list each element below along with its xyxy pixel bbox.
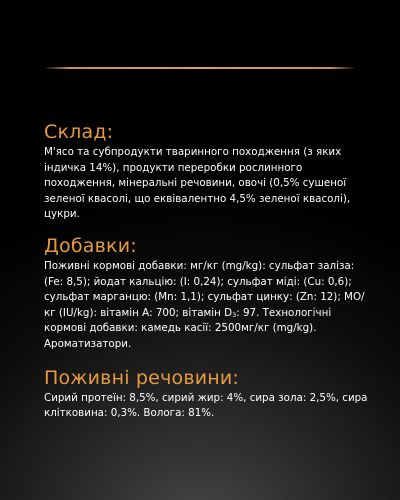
content-block: [44, 121, 370, 434]
additives-heading: Добавки:: [44, 234, 137, 257]
additives-text-part2: : 97. Технологічні кормові добавки: камедь касії: 2500мг/кг (mg/kg). Ароматизатори.: [44, 306, 332, 350]
nutrients-heading: Поживні речовини:: [44, 366, 240, 389]
composition-text: М'ясо та субпродукти тваринного походження (з яких індичка 14%), продукти переробки рослинного походження, мінеральні речовини, овочі (0,5% сушеної зеленої квасолі, що еквівалентно 4,5% зеленої квасолі), цукри.: [44, 146, 351, 221]
section-additives: [44, 235, 370, 353]
additives-text-part1: Поживні кормові добавки: мг/кг (mg/kg): сульфат заліза: (Fe: 8,5); йодат кальцію: (I: 0,24); сульфат міді: (Cu: 0,6); сульфат марганцю: (Mn: 1,1); сульфат цинку: (Zn: 12); МО/кг (IU/kg): вітамін А: 700; вітамін D: [44, 259, 365, 319]
additives-text: [44, 259, 370, 353]
section-nutrients: [44, 367, 370, 422]
section-composition: [44, 121, 370, 223]
vitamin-d-subscript: 3: [232, 310, 237, 319]
composition-heading: Склад:: [44, 121, 114, 143]
gold-divider: [44, 67, 356, 69]
nutrients-text: Сирий протеїн: 8,5%, сирий жир: 4%, сира зола: 2,5%, сира клітковина: 0,3%. Волога: 81%.: [44, 391, 368, 420]
